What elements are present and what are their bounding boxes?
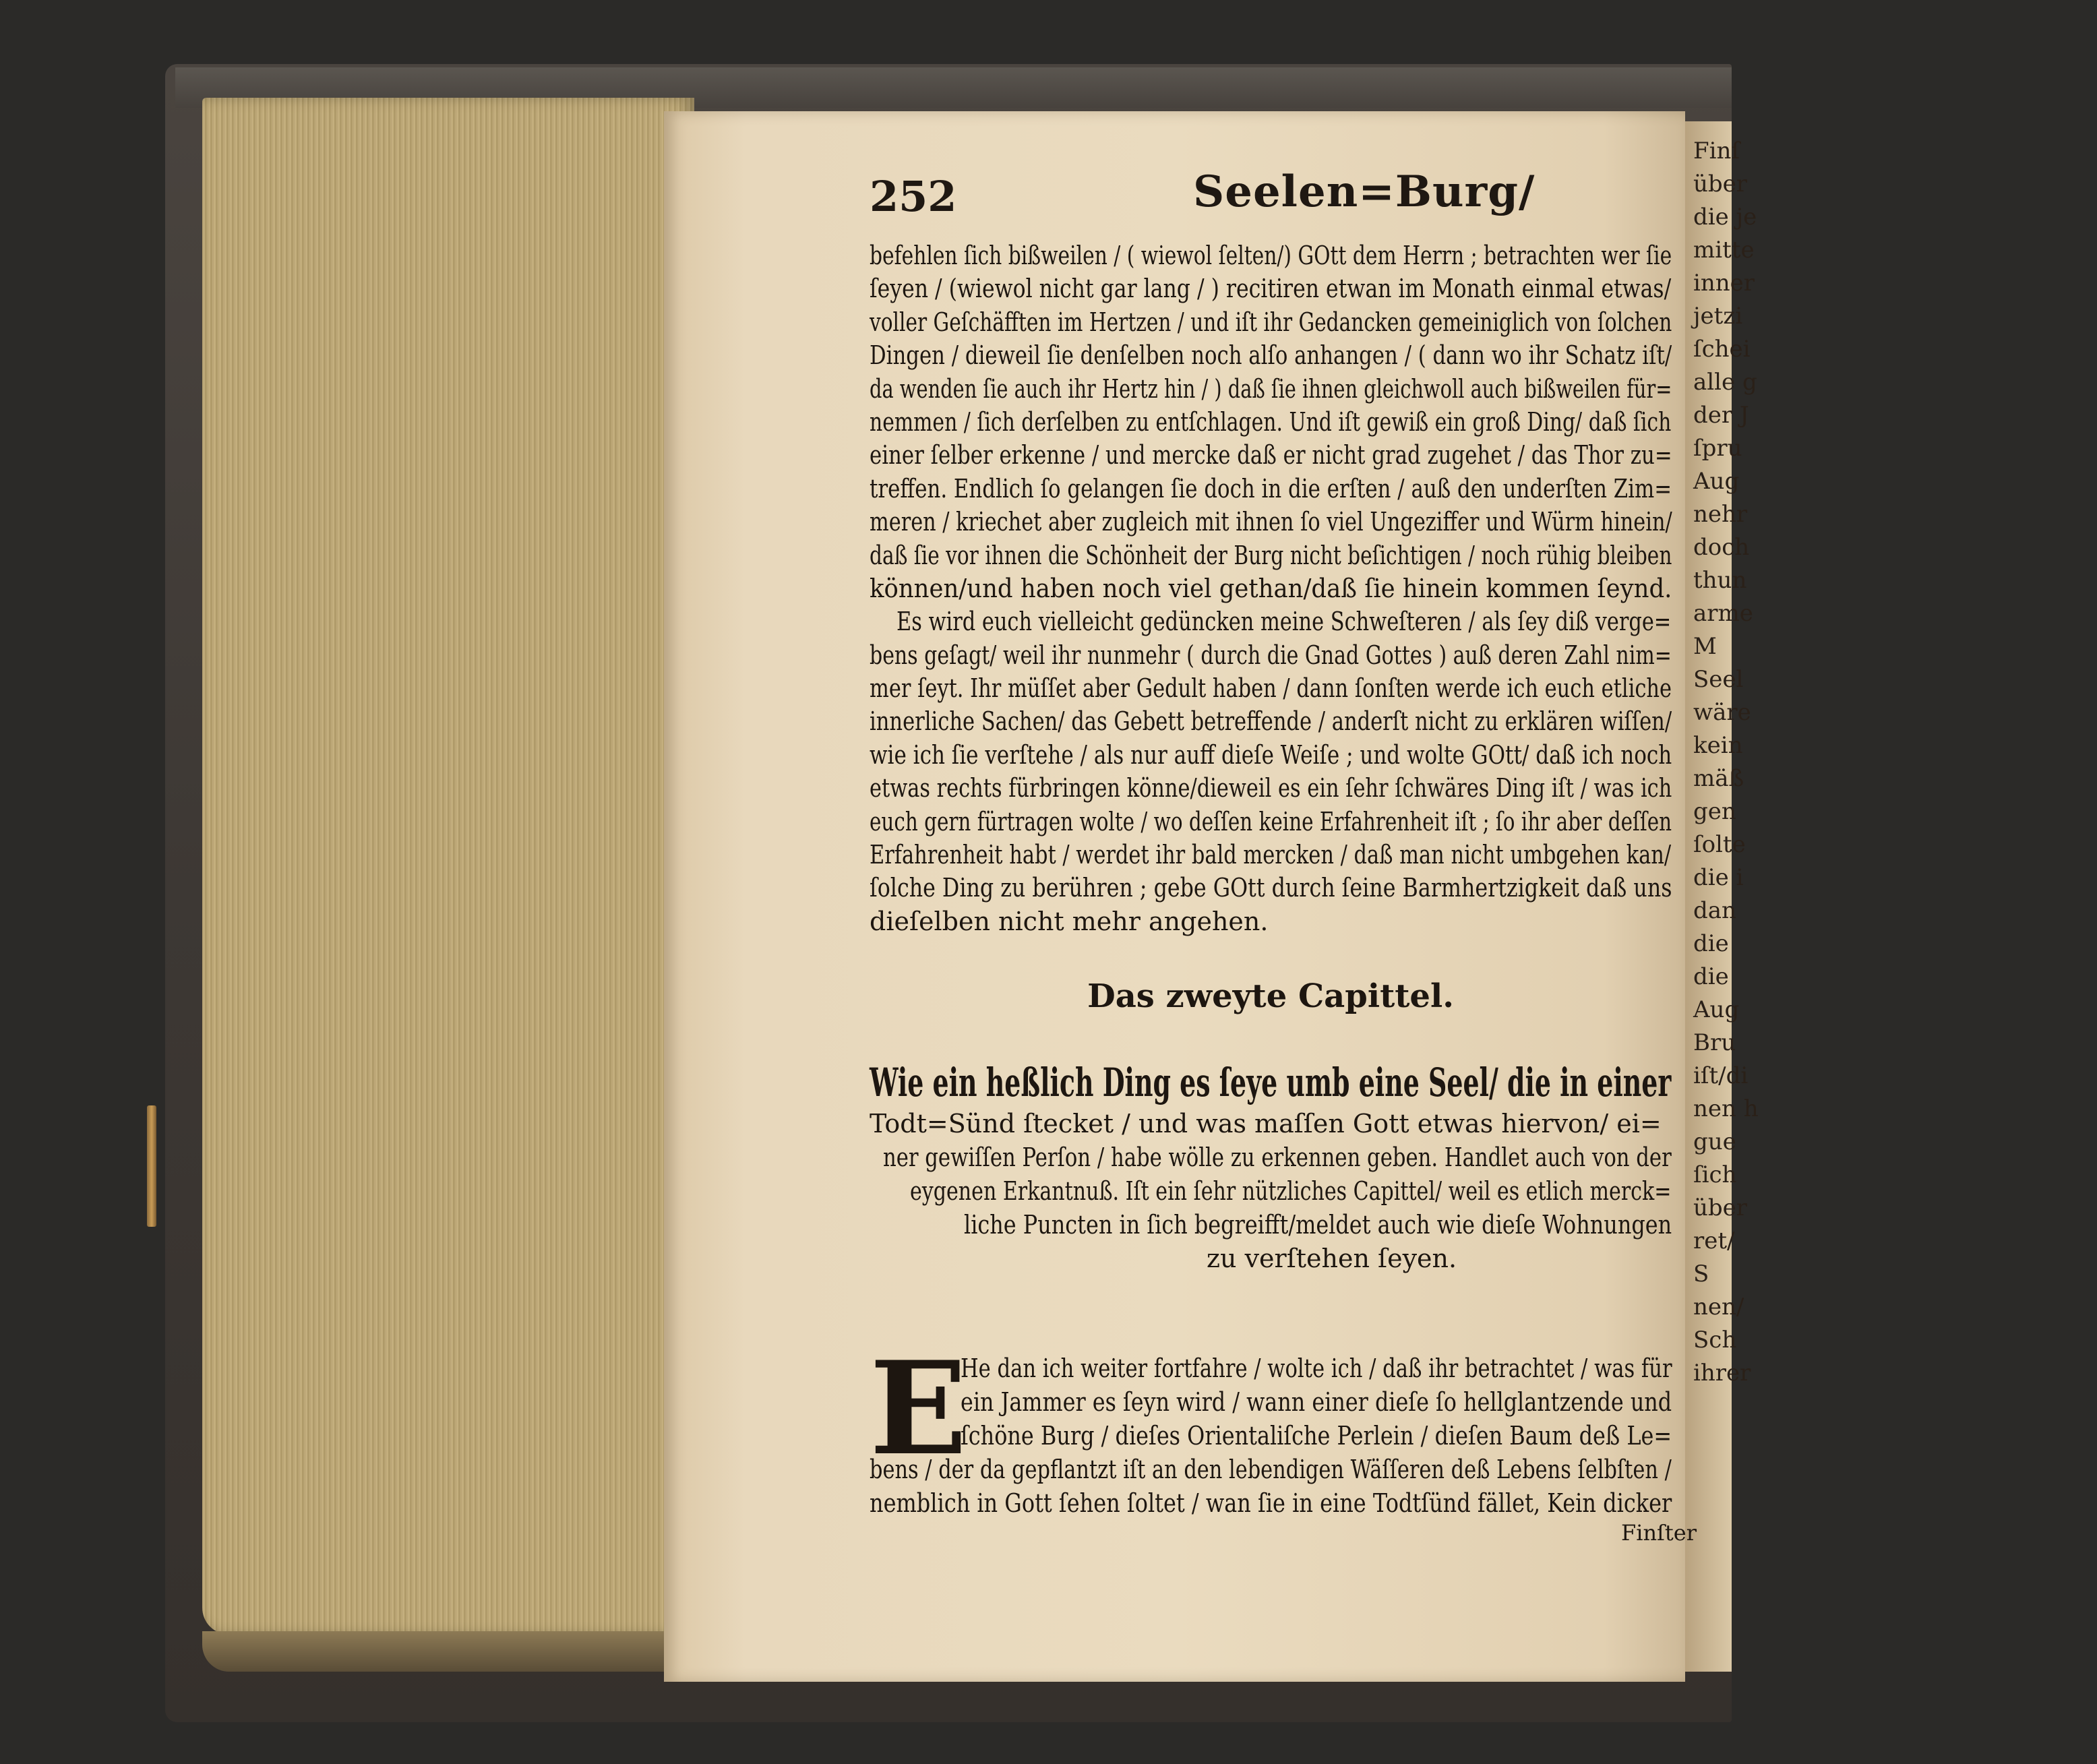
right-page-text-fragment: Bru: [1693, 1029, 1736, 1056]
right-page-text-fragment: gue: [1693, 1128, 1736, 1155]
right-page-text-fragment: Seel: [1693, 666, 1744, 693]
right-page-text-fragment: Aug: [1693, 468, 1740, 495]
text-line: meren / kriechet aber zugleich mit ihnen ſo viel Ungeziffer und Würm hinein/: [870, 507, 1672, 537]
right-page-text-fragment: Sch: [1693, 1327, 1737, 1354]
page-edges-block: [202, 98, 694, 1635]
text-line: Erfahrenheit habt / werdet ihr bald mercken / daß man nicht umbgehen kan/: [870, 840, 1672, 870]
right-page-text-fragment: wäre: [1693, 699, 1751, 726]
right-page-text-fragment: doch: [1693, 534, 1750, 561]
summary-line: Todt=Sünd ſtecket / und was maſſen Gott etwas hiervon/ ei=: [870, 1109, 1662, 1138]
text-line: etwas rechts fürbringen könne/dieweil es ein ſehr ſchwäres Ding iſt / was ich: [870, 773, 1672, 803]
right-page-text-fragment: ihrer: [1693, 1360, 1751, 1387]
text-line: euch gern fürtragen wolte / wo deſſen keine Erfahrenheit iſt ; ſo ihr aber deſſen: [870, 806, 1672, 837]
paragraph-2: [870, 605, 1672, 938]
text-line: befehlen ſich bißweilen / ( wiewol ſelten/) GOtt dem Herrn ; betrachten wer ſie: [870, 241, 1672, 270]
text-line: bens / der da gepflantzt iſt an den lebendigen Wäſſeren deß Lebens ſelbſten /: [870, 1455, 1672, 1484]
chapter-title: Das zweyte Capittel.: [1087, 977, 1454, 1015]
summary-line: Wie ein heßlich Ding es ſeye umb eine Seel/ die in einer: [870, 1060, 1672, 1105]
right-page-text-fragment: alle g: [1693, 369, 1757, 396]
right-page-text-fragment: die: [1693, 963, 1729, 990]
right-page-text-fragment: inner: [1693, 270, 1755, 297]
right-page-text-fragment: M: [1693, 633, 1717, 660]
right-page-text-fragment: über: [1693, 1194, 1748, 1221]
right-page-text-fragment: dan: [1693, 897, 1736, 924]
right-page-text-fragment: Aug: [1693, 996, 1740, 1023]
right-page-text-fragment: Finſ: [1693, 138, 1740, 164]
chapter-summary: [870, 1058, 1672, 1275]
right-page-text-fragment: über: [1693, 171, 1748, 197]
body-text: [870, 239, 1672, 938]
right-page-text-fragment: die je: [1693, 204, 1757, 231]
right-page-text-fragment: die i: [1693, 864, 1744, 891]
text-line: einer ſelber erkenne / und mercke daß er nicht grad zugehet / das Thor zu=: [870, 440, 1672, 470]
page-number: 252: [870, 172, 957, 221]
right-page-text-fragment: die: [1693, 930, 1729, 957]
right-page-text-fragment: der J: [1693, 402, 1749, 429]
text-line: ſchöne Burg / dieſes Orientaliſche Perlein / dieſen Baum deß Le=: [961, 1421, 1672, 1451]
right-page-text-fragment: S: [1693, 1260, 1709, 1287]
text-line: dieſelben nicht mehr angehen.: [870, 906, 1269, 936]
text-line: Es wird euch vielleicht gedüncken meine Schweſteren / als ſey diß verge=: [896, 607, 1672, 637]
summary-line: liche Puncten in ſich begreifft/meldet auch wie dieſe Wohnungen: [964, 1210, 1672, 1240]
catchword: Finſter: [1621, 1520, 1697, 1546]
page-edges-bottom: [202, 1631, 694, 1672]
page-header: [870, 166, 1665, 226]
text-line: innerliche Sachen/ das Gebett betreffende / anderſt nicht zu erklären wiſſen/: [870, 706, 1672, 737]
text-line: ſolche Ding zu berühren ; gebe GOtt durch ſeine Barmhertzigkeit daß uns: [870, 873, 1672, 903]
book-clasp: [147, 1105, 156, 1227]
text-line: Dingen / dieweil ſie denſelben noch alſo anhangen / ( dann wo ihr Schatz iſt/: [870, 340, 1672, 371]
right-page-text-fragment: ſpru: [1693, 435, 1742, 462]
summary-line: zu verſtehen ſeyen.: [1207, 1244, 1457, 1273]
text-line: nemblich in Gott ſehen ſoltet / wan ſie in eine Todtſünd fället, Kein dicker: [870, 1488, 1672, 1518]
right-page-text-fragment: nen/: [1693, 1294, 1744, 1320]
drop-cap-initial: E: [870, 1333, 967, 1484]
right-page-text-fragment: ret/: [1693, 1227, 1735, 1254]
right-page-text-fragment: iſt/di: [1693, 1062, 1749, 1089]
summary-line: ner gewiſſen Perſon / habe wölle zu erkennen geben. Handlet auch von der: [883, 1143, 1672, 1172]
right-page-text-fragment: ſchei: [1693, 336, 1751, 363]
paragraph-1: [870, 239, 1672, 605]
text-line: da wenden ſie auch ihr Hertz hin / ) daß ſie ihnen gleichwoll auch bißweilen für=: [870, 373, 1672, 404]
text-line: wie ich ſie verſtehe / als nur auff dieſe Weiſe ; und wolte GOtt/ daß ich noch: [870, 739, 1672, 770]
text-line: daß ſie vor ihnen die Schönheit der Burg nicht beſichtigen / noch rühig bleiben: [870, 540, 1672, 570]
text-line: nemmen / ſich derſelben zu entſchlagen. Und iſt gewiß ein groß Ding/ daß ſich: [870, 406, 1672, 437]
text-line: treffen. Endlich ſo gelangen ſie doch in die erſten / auß den underſten Zim=: [870, 473, 1672, 504]
text-line: bens geſagt/ weil ihr nunmehr ( durch die Gnad Gottes ) auß deren Zahl nim=: [870, 640, 1672, 670]
summary-line: eygenen Erkantnuß. Iſt ein ſehr nützliches Capittel/ weil es etlich merck=: [910, 1176, 1672, 1206]
right-page-text-fragment: jetzi: [1693, 303, 1743, 330]
right-page-text-fragment: ſich: [1693, 1161, 1737, 1188]
text-line: ſeyen / (wiewol nicht gar lang / ) recitiren etwan im Monath einmal etwas/: [870, 274, 1672, 304]
right-page-text-fragment: kein: [1693, 732, 1743, 759]
paragraph-3: [870, 1333, 1672, 1520]
text-line: mer ſeyt. Ihr müſſet aber Gedult haben / dann ſonſten werde ich euch etliche: [870, 673, 1672, 704]
right-page-text-fragment: mitte: [1693, 237, 1755, 264]
running-title: Seelen=Burg/: [1193, 166, 1536, 217]
right-page-text-fragment: nehr: [1693, 501, 1748, 528]
right-page-text-fragment: arme: [1693, 600, 1753, 627]
right-page-text-fragment: ſolte: [1693, 831, 1746, 858]
text-line: He dan ich weiter fortfahre / wolte ich / daß ihr betrachtet / was für: [961, 1354, 1672, 1383]
right-page-text-fragment: mäß: [1693, 765, 1744, 792]
text-line: ein Jammer es ſeyn wird / wann einer dieſe ſo hellglantzende und: [961, 1387, 1672, 1417]
right-page-text-fragment: gen: [1693, 798, 1736, 825]
right-page-text-fragment: nen h: [1693, 1095, 1759, 1122]
right-page-text-fragment: thun: [1693, 567, 1747, 594]
text-line: können/und haben noch viel gethan/daß ſie hinein kommen ſeynd.: [870, 573, 1672, 603]
text-line: voller Geſchäfften im Hertzen / und iſt ihr Gedancken gemeiniglich von ſolchen: [870, 307, 1672, 337]
